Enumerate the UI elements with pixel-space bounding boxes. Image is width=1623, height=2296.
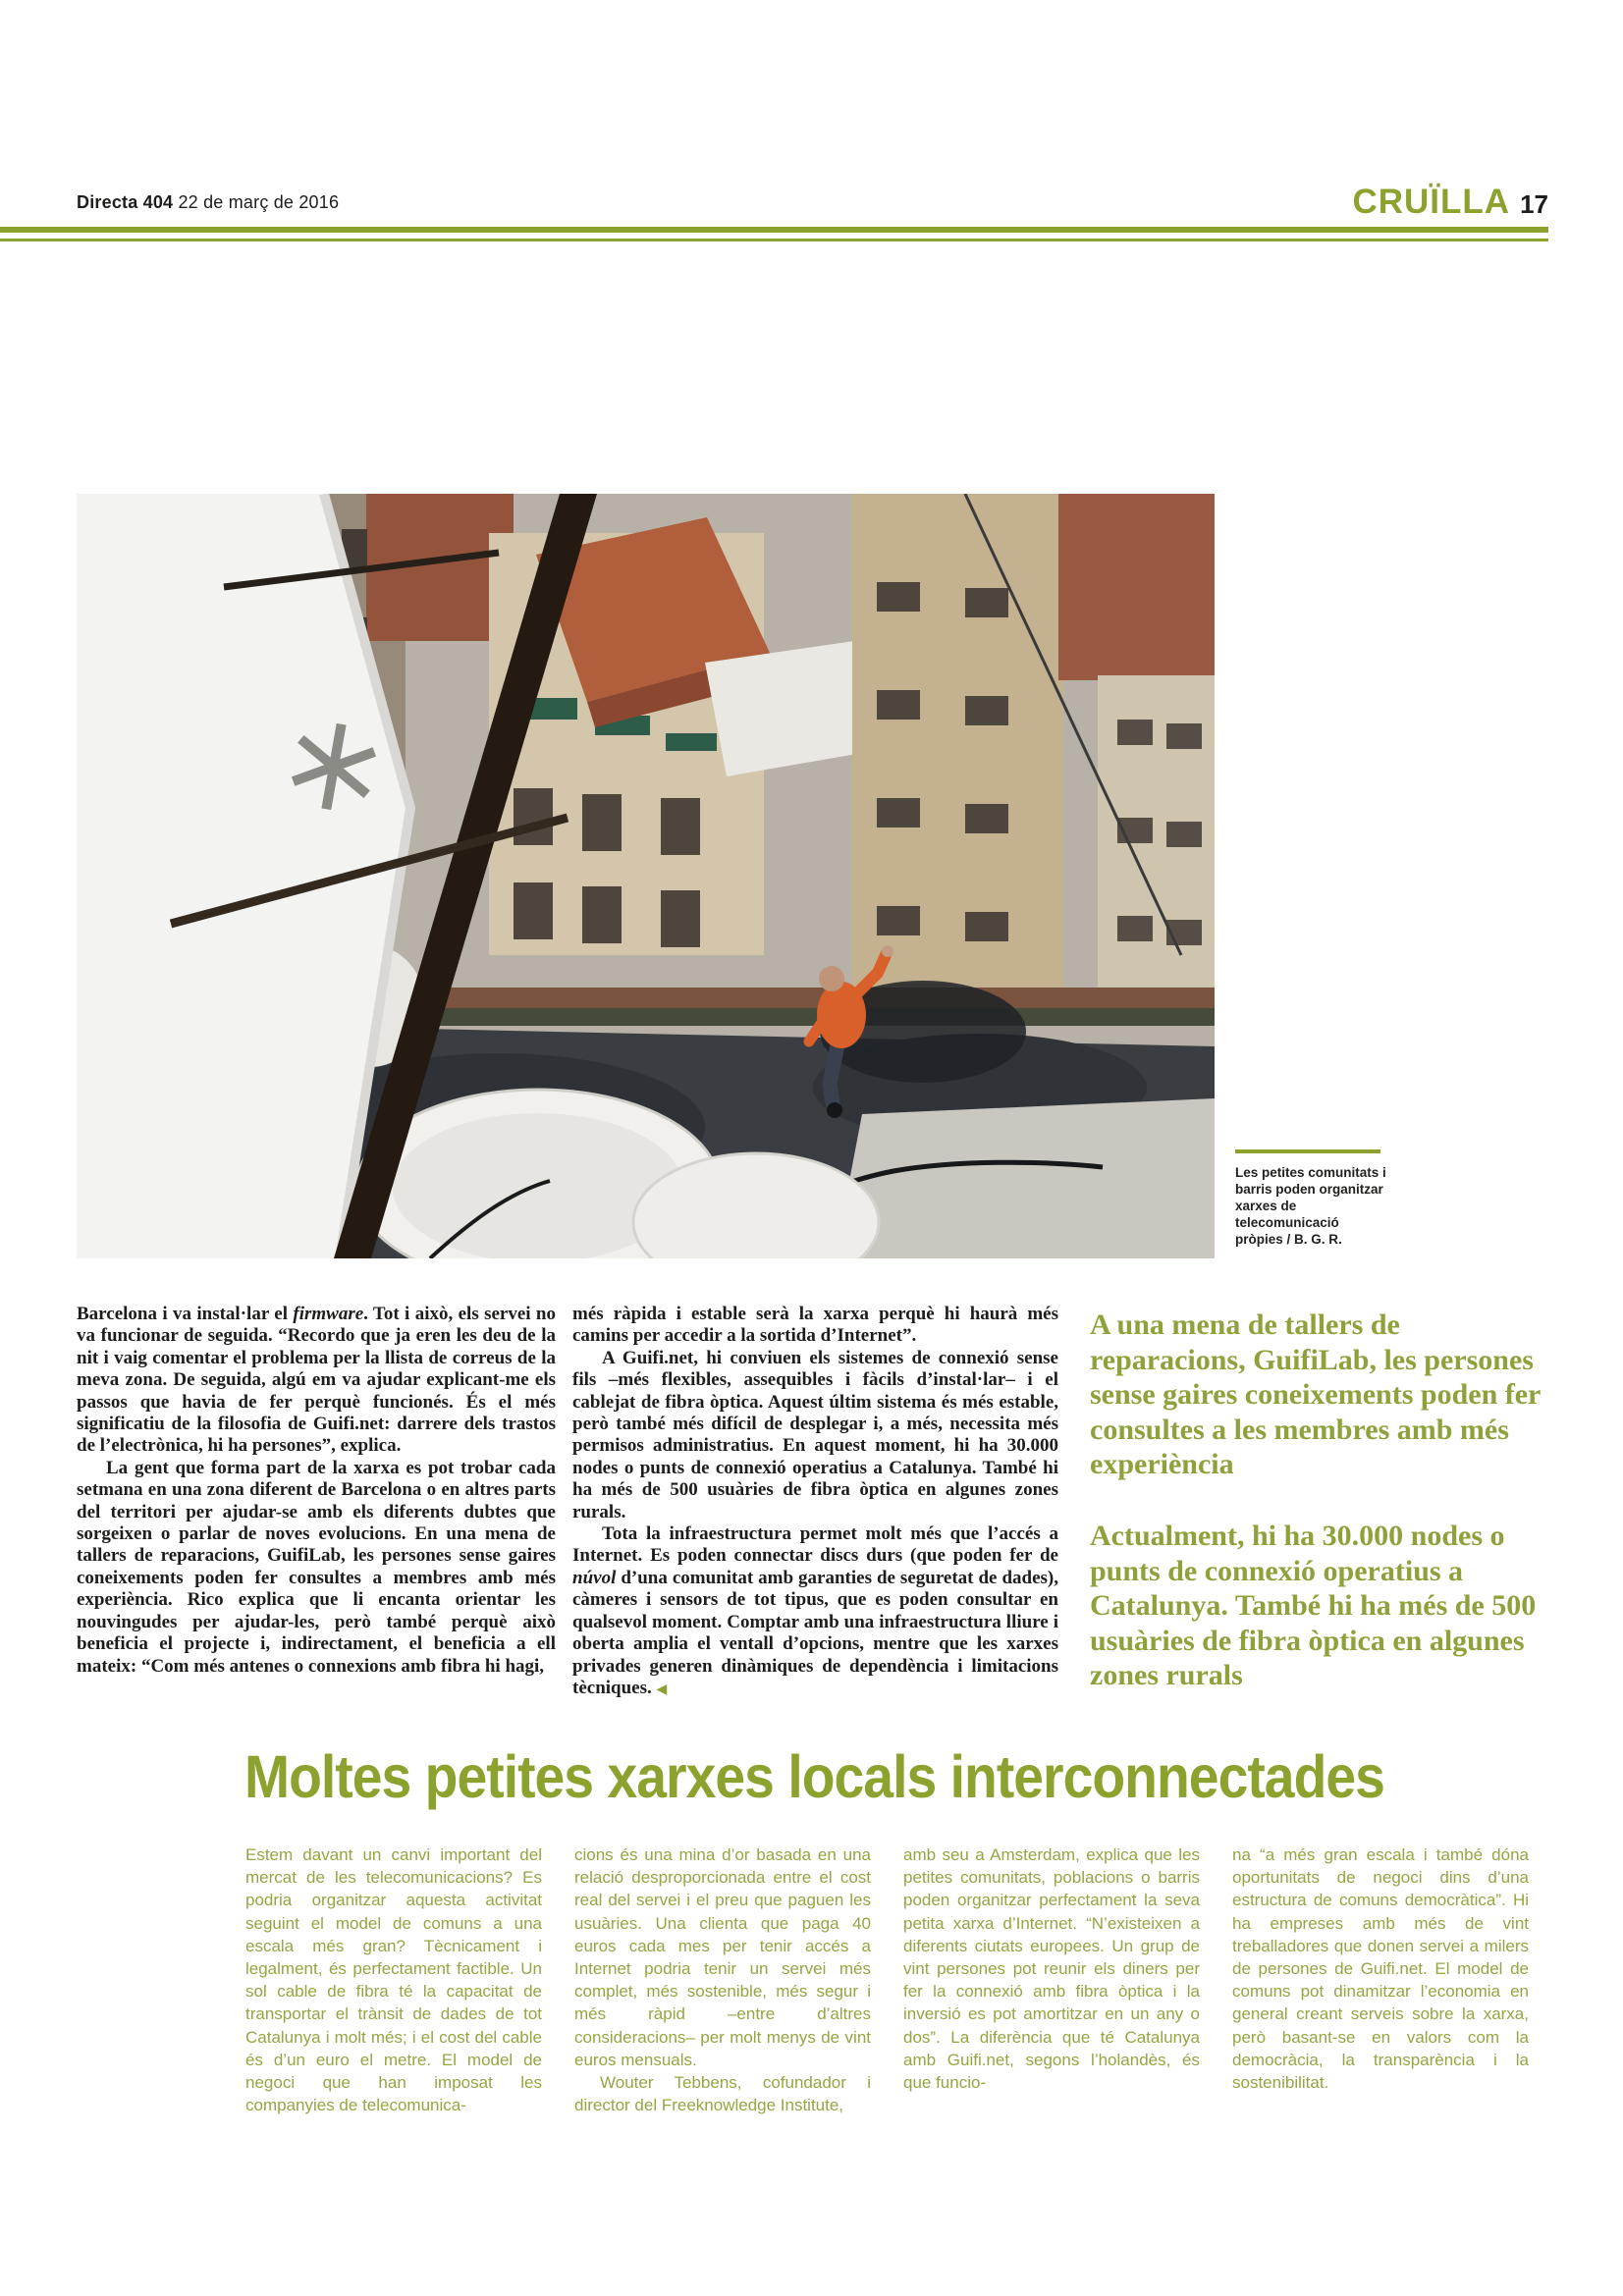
photo-credit: / B. G. R. — [1286, 1232, 1342, 1247]
bottom-paragraph: Estem davant un canvi important del mercat de les telecomunicacions? Es podria organitzar aquesta activitat seguint el model de comuns a una escala més gran? Tècnicament i legalment, és perfectament factible. Un sol cable de fibra té la capacitat de transportar el trànsit de dades de tot Catalunya i molt més; i el cost del cable és d’un euro el metre. El model de negoci que han imposat les companyies de telecomunica- — [245, 1845, 542, 2115]
article-column-2 — [572, 1304, 1058, 1700]
bottom-column-1 — [245, 1843, 542, 2116]
bottom-paragraph: cions és una mina d’or basada en una relació desproporcionada entre el cost real del servei i el preu que paguen les usuàries. Una clienta que paga 40 euros cada mes per tenir accés a Internet podria tenir un servei més complet, més sostenible, més segur i més ràpid –entre d’altres consideracions– per molt menys de vint euros mensuals. — [574, 1845, 871, 2069]
pull-quote-2: Actualment, hi ha 30.000 nodes o punts de connexió operatius a Catalunya. També hi ha més de 500 usuàries de fibra òptica en algunes zones rurals — [1090, 1520, 1537, 1691]
bottom-paragraph: na “a més gran escala i també dóna oportunitats de negoci dins d’una estructura de comuns democràtica”. Hi ha empreses amb més de vint treballadores que donen servei a milers de persones de Guifi.net. El model de comuns pot dinamitzar l’economia en general creant serveis sobre la xarxa, però basant-se en valors com la democràcia, la transparència i la sostenibilitat. — [1232, 1845, 1529, 2093]
page-number: 17 — [1520, 189, 1548, 219]
section-header — [959, 183, 1548, 222]
article-paragraph: La gent que forma part de la xarxa es pot trobar cada setmana en una zona diferent de Barcelona o en altres parts del territori per ajudar-se amb els diferents dubtes que sorgeixen o parlar de noves evolucions. En una mena de tallers de reparacions, GuifiLab, les persones sense gaires coneixements poden fer consultes a membres amb més experiència. Rico explica que li encanta orientar les nouvingudes per ajudar-les, però també perquè això beneficia el projecte i, indirectament, el beneficia a ell mateix: “Com més antenes o connexions amb fibra hi hagi, — [77, 1457, 556, 1677]
publication-name: Directa 404 — [77, 192, 174, 212]
bottom-paragraph: Wouter Tebbens, cofundador i director del Freeknowledge Institute, — [574, 2073, 871, 2115]
article-paragraph: Barcelona i va instal·lar el firmware. Tot i això, els servei no va funcionar de seguida. “Recordo que ja eren les deu de la nit i vaig comentar el problema per la llista de correus de la meva zona. De seguida, algú em va ajudar explicant-me els passos que havia de fer perquè funcionés. És el més significatiu de la filosofia de Guifi.net: darrere dels trastos de l’electrònica, hi ha persones”, explica. — [77, 1304, 556, 1457]
rooftop-photo-illustration — [77, 494, 1215, 1258]
bottom-column-2 — [574, 1843, 871, 2116]
photo-caption-text: Les petites comunitats i barris poden organitzar xarxes de telecomunicació pròpies — [1235, 1165, 1386, 1247]
article-paragraph: més ràpida i estable serà la xarxa perquè hi haurà més camins per accedir a la sortida d’Internet”. — [572, 1304, 1058, 1347]
caption-rule — [1235, 1149, 1380, 1153]
masthead — [77, 192, 339, 213]
article-end-mark: ◀ — [656, 1681, 668, 1697]
issue-date: 22 de març de 2016 — [178, 192, 340, 212]
bottom-column-3 — [903, 1843, 1200, 2094]
bottom-paragraph: amb seu a Amsterdam, explica que les petites comunitats, poblacions o barris poden organitzar perfectament la seva petita xarxa d’Internet. “N’existeixen a diferents ciutats europees. Un grup de vint persones pot reunir els diners per fer la connexió amb fibra òptica i la inversió es pot amortitzar en un any o dos”. La diferència que té Catalunya amb Guifi.net, segons l’holandès, és que funcio- — [903, 1845, 1200, 2093]
header-rule-thick — [0, 227, 1548, 233]
bottom-column-4 — [1232, 1843, 1529, 2094]
article-paragraph: Tota la infraestructura permet molt més que l’accés a Internet. Es poden connectar discs durs (que poden fer de núvol d’una comunitat amb garanties de seguretat de dades), càmeres i sensors de tot tipus, que es poden consultar en qualsevol moment. Comptar amb una infraestructura lliure i oberta amplia el ventall d’opcions, mentre que les xarxes privades generen dinàmiques de dependència i limitacions tècniques. ◀ — [572, 1523, 1058, 1698]
rooftop-photo — [77, 494, 1215, 1258]
article-column-1 — [77, 1304, 556, 1678]
section-title: CRUÏLLA — [1352, 183, 1511, 221]
section-headline: Moltes petites xarxes locals interconnectades — [244, 1743, 1384, 1812]
header-rule-thin — [0, 239, 1548, 241]
article-paragraph: A Guifi.net, hi conviuen els sistemes de connexió sense fils –més flexibles, assequibles i fàcils d’instal·lar– i el cablejat de fibra òptica. Aquest últim sistema és més estable, però també més difícil de desplegar i, a més, necessita més permisos administratius. En aquest moment, hi ha 30.000 nodes o punts de connexió operatius a Catalunya. També hi ha més de 500 usuàries de fibra òptica en algunes zones rurals. — [572, 1347, 1058, 1522]
photo-caption — [1235, 1164, 1390, 1248]
pull-quote-1: A una mena de tallers de reparacions, GuifiLab, les persones sense gaires coneixements poden fer consultes a les membres amb més experiència — [1090, 1308, 1541, 1480]
